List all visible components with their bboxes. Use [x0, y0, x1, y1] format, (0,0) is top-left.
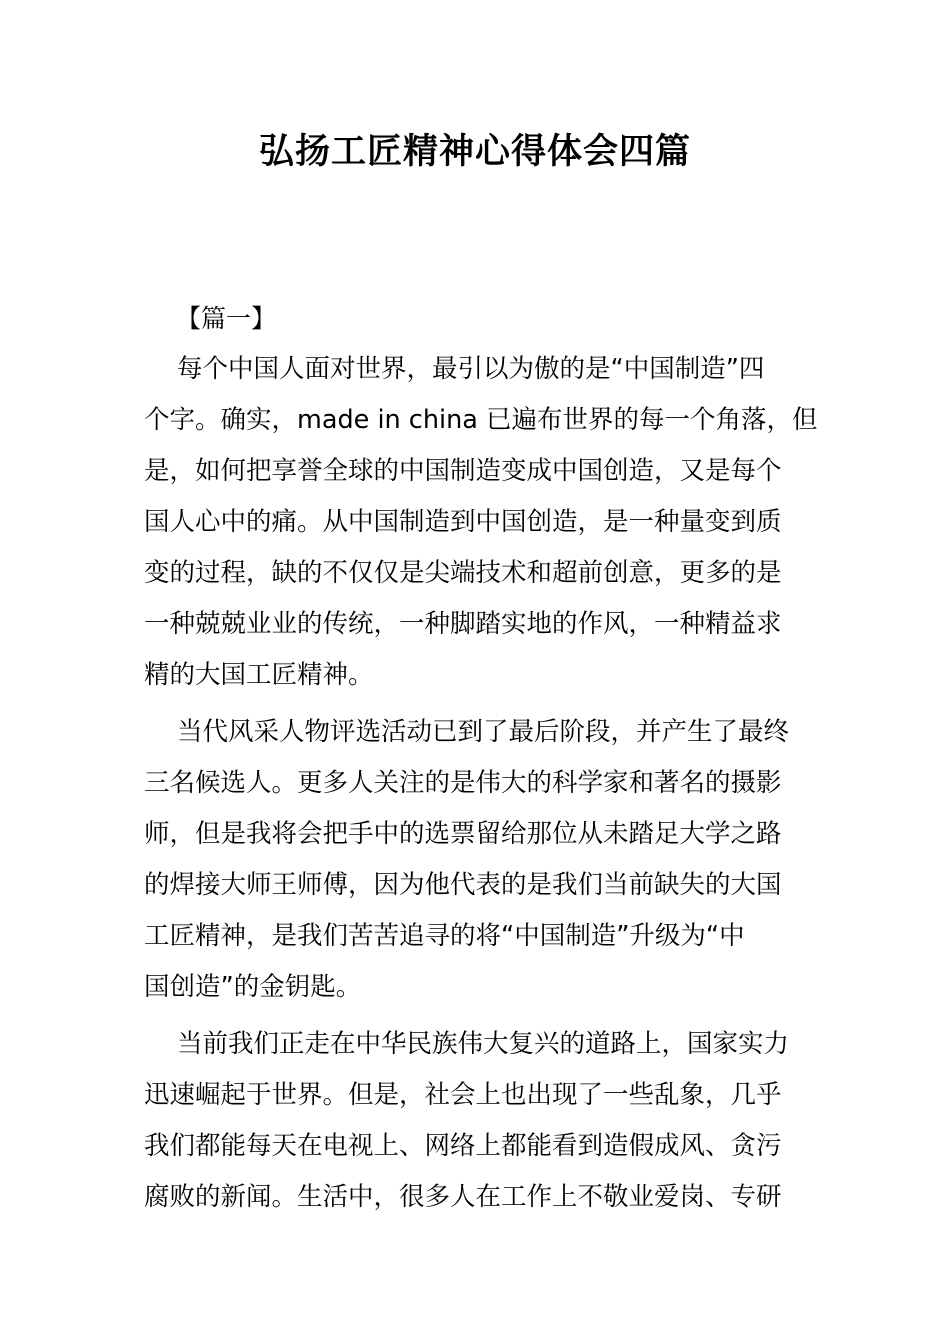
paragraph-2 [144, 707, 814, 1013]
text-line: 的焊接大师王师傅，因为他代表的是我们当前缺失的大国 [144, 870, 782, 900]
text-line: 师，但是我将会把手中的选票留给那位从未踏足大学之路 [144, 819, 782, 849]
text-line: 腐败的新闻。生活中，很多人在工作上不敬业爱岗、专研 [144, 1182, 782, 1212]
text-line: 每个中国人面对世界，最引以为傲的是“中国制造”四 [177, 354, 765, 384]
text-line: 当前我们正走在中华民族伟大复兴的道路上，国家实力 [177, 1029, 790, 1059]
text-line: 个字。确实，made in china 已遍布世界的每一个角落，但 [144, 405, 818, 435]
text-line: 三名候选人。更多人关注的是伟大的科学家和著名的摄影 [144, 768, 782, 798]
text-line: 工匠精神，是我们苦苦追寻的将“中国制造”升级为“中 [144, 921, 745, 951]
text-line: 是，如何把享誉全球的中国制造变成中国创造，又是每个 [144, 456, 782, 486]
text-line: 精的大国工匠精神。 [144, 660, 374, 690]
text-line: 国创造”的金钥匙。 [144, 972, 362, 1002]
document-body [144, 294, 818, 1229]
text-line: 变的过程，缺的不仅仅是尖端技术和超前创意，更多的是 [144, 558, 782, 588]
paragraph-3 [144, 1019, 814, 1223]
paragraph-1 [144, 344, 818, 701]
text-line: 国人心中的痛。从中国制造到中国创造，是一种量变到质 [144, 507, 782, 537]
document-title: 弘扬工匠精神心得体会四篇 [258, 132, 691, 172]
text-line: 当代风采人物评选活动已到了最后阶段，并产生了最终 [177, 717, 790, 747]
text-line: 迅速崛起于世界。但是，社会上也出现了一些乱象，几乎 [144, 1080, 782, 1110]
text-line: 我们都能每天在电视上、网络上都能看到造假成风、贪污 [144, 1131, 782, 1161]
section-label: 【篇一】 [176, 304, 277, 333]
text-line: 一种兢兢业业的传统，一种脚踏实地的作风，一种精益求 [144, 609, 782, 639]
